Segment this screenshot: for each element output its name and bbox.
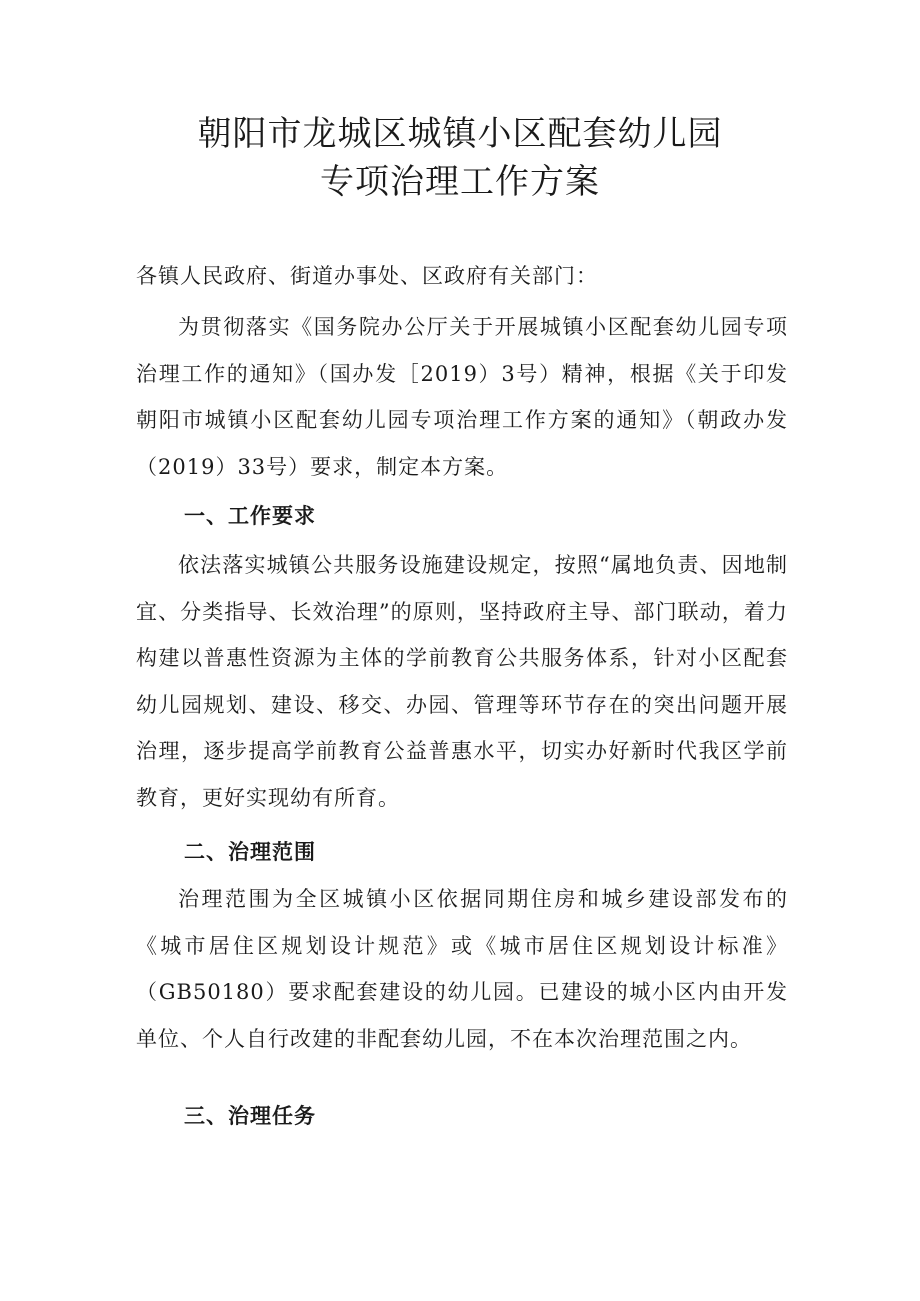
section-heading-tasks: 三、治理任务	[184, 1104, 316, 1128]
document-title-line-2: 专项治理工作方案	[320, 162, 600, 202]
section-body-scope: 治理范围为全区城镇小区依据同期住房和城乡建设部发布的《城市居住区规划设计规范》或《城市居住区规划设计标准》（GB50180）要求配套建设的幼儿园。已建设的城小区内由开发单位、个人自行改建的非配套幼儿园，不在本次治理范围之内。	[136, 887, 788, 1051]
section-body-work-requirements: 依法落实城镇公共服务设施建设规定，按照“属地负责、因地制宜、分类指导、长效治理”的原则，坚持政府主导、部门联动，着力构建以普惠性资源为主体的学前教育公共服务体系，针对小区配套幼儿园规划、建设、移交、办园、管理等环节存在的突出问题开展治理，逐步提高学前教育公益普惠水平，切实办好新时代我区学前教育，更好实现幼有所育。	[136, 553, 788, 810]
section-heading-work-requirements: 一、工作要求	[184, 504, 316, 528]
section-heading-scope: 二、治理范围	[184, 840, 316, 864]
intro-paragraph: 为贯彻落实《国务院办公厅关于开展城镇小区配套幼儿园专项治理工作的通知》（国办发［2019）3号）精神，根据《关于印发朝阳市城镇小区配套幼儿园专项治理工作方案的通知》（朝政办发（2019）33号）要求，制定本方案。	[136, 315, 788, 479]
salutation: 各镇人民政府、街道办事处、区政府有关部门：	[136, 264, 598, 288]
document-title-line-1: 朝阳市龙城区城镇小区配套幼儿园	[197, 114, 723, 154]
